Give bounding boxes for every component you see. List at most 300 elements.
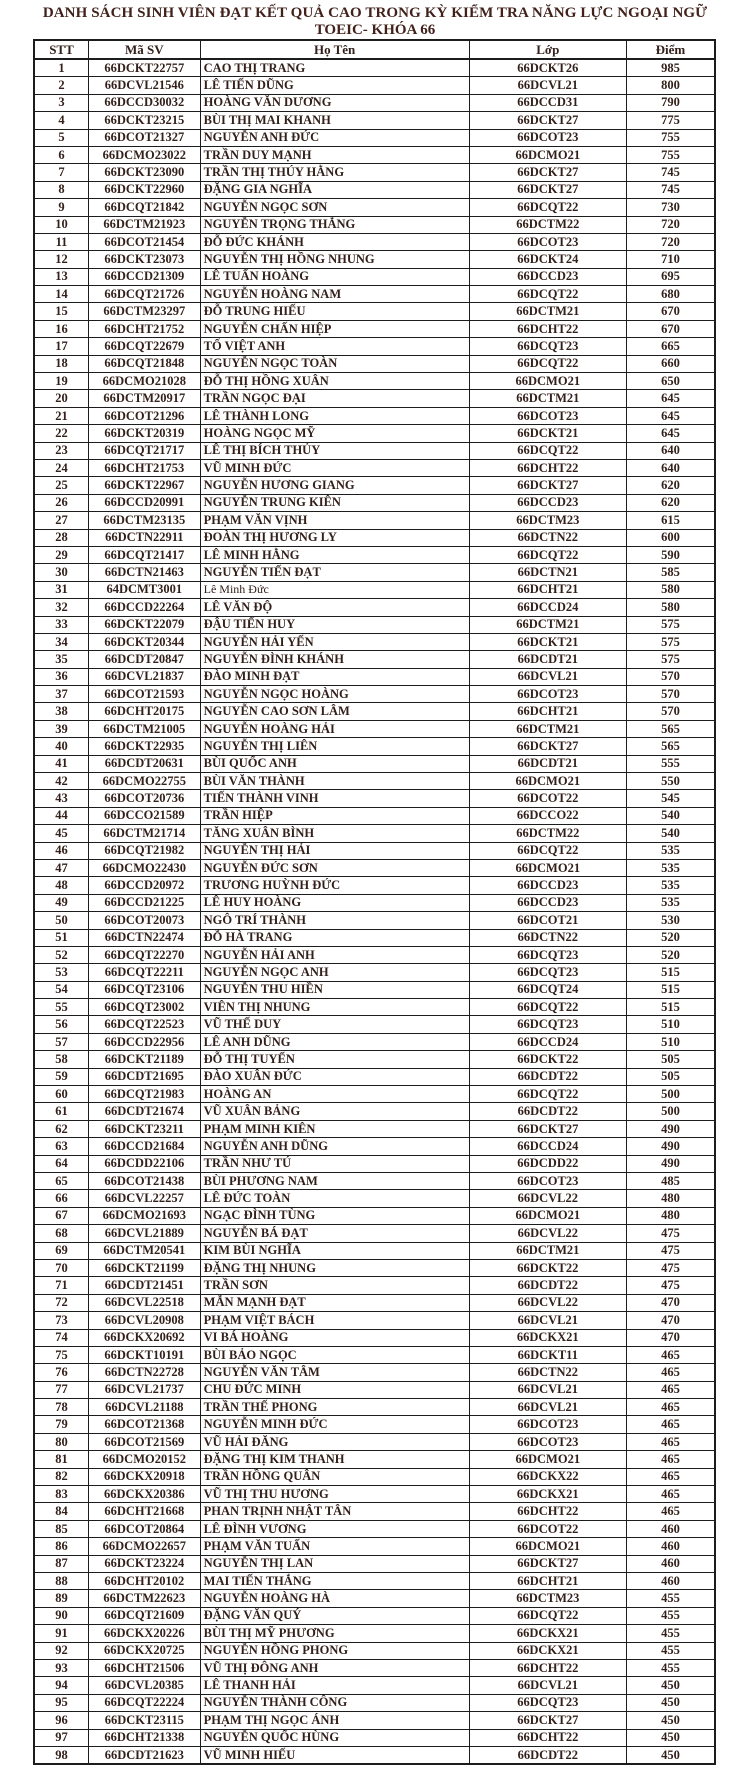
cell-diem: 755 — [626, 146, 715, 163]
cell-lop: 66DCOT23 — [469, 129, 626, 146]
cell-ma-sv: 66DCTM21923 — [88, 216, 200, 233]
table-row — [34, 425, 715, 442]
cell-stt: 33 — [34, 616, 88, 633]
cell-ma-sv: 66DCHT20175 — [88, 703, 200, 720]
cell-stt: 38 — [34, 703, 88, 720]
cell-diem: 455 — [626, 1590, 715, 1607]
cell-stt: 22 — [34, 425, 88, 442]
cell-ma-sv: 66DCVL20908 — [88, 1312, 200, 1329]
cell-ho-ten: PHẠM THỊ NGỌC ÁNH — [200, 1712, 469, 1729]
cell-ma-sv: 66DCQT21417 — [88, 546, 200, 563]
cell-ho-ten: VŨ THỊ ĐÔNG ANH — [200, 1659, 469, 1676]
cell-diem: 460 — [626, 1538, 715, 1555]
table-row — [34, 825, 715, 842]
cell-ma-sv: 66DCMO22657 — [88, 1538, 200, 1555]
cell-stt: 13 — [34, 268, 88, 285]
cell-lop: 66DCHT21 — [469, 1572, 626, 1589]
cell-stt: 65 — [34, 1173, 88, 1190]
student-results-table — [33, 39, 716, 1765]
cell-lop: 66DCCD24 — [469, 599, 626, 616]
table-row — [34, 842, 715, 859]
cell-ma-sv: 66DCKT20344 — [88, 633, 200, 650]
cell-diem: 465 — [626, 1433, 715, 1450]
table-row — [34, 77, 715, 94]
table-row — [34, 373, 715, 390]
cell-diem: 710 — [626, 251, 715, 268]
cell-ho-ten: ĐỖ HÀ TRANG — [200, 929, 469, 946]
table-row — [34, 1555, 715, 1572]
table-row — [34, 390, 715, 407]
cell-lop: 66DCDT22 — [469, 1746, 626, 1764]
cell-ho-ten: ĐÀO MINH ĐẠT — [200, 668, 469, 685]
cell-stt: 68 — [34, 1225, 88, 1242]
cell-lop: 66DCOT23 — [469, 1173, 626, 1190]
cell-ma-sv: 66DCQT22270 — [88, 946, 200, 963]
cell-lop: 66DCTM21 — [469, 390, 626, 407]
table-row — [34, 616, 715, 633]
cell-stt: 78 — [34, 1399, 88, 1416]
cell-ho-ten: LÊ THÀNH LONG — [200, 407, 469, 424]
cell-stt: 58 — [34, 1051, 88, 1068]
cell-lop: 66DCOT23 — [469, 1433, 626, 1450]
cell-diem: 470 — [626, 1312, 715, 1329]
cell-ma-sv: 66DCKT23115 — [88, 1712, 200, 1729]
cell-diem: 450 — [626, 1694, 715, 1711]
cell-ho-ten: LÊ ANH DŨNG — [200, 1033, 469, 1050]
cell-ma-sv: 66DCQT21842 — [88, 199, 200, 216]
table-row — [34, 1242, 715, 1259]
cell-ma-sv: 66DCCD22264 — [88, 599, 200, 616]
table-row — [34, 964, 715, 981]
cell-ho-ten: BÙI THỊ MỸ PHƯƠNG — [200, 1625, 469, 1642]
cell-diem: 500 — [626, 1103, 715, 1120]
cell-ho-ten: NGUYỄN ĐÌNH KHÁNH — [200, 651, 469, 668]
cell-ho-ten: LÊ VĂN ĐỘ — [200, 599, 469, 616]
cell-diem: 455 — [626, 1607, 715, 1624]
table-row — [34, 668, 715, 685]
table-row — [34, 1068, 715, 1085]
cell-lop: 66DCTN22 — [469, 929, 626, 946]
table-row — [34, 877, 715, 894]
cell-diem: 465 — [626, 1486, 715, 1503]
cell-ho-ten: NGUYỄN BÁ ĐẠT — [200, 1225, 469, 1242]
cell-ho-ten: TRƯƠNG HUỲNH ĐỨC — [200, 877, 469, 894]
cell-lop: 66DCOT23 — [469, 407, 626, 424]
cell-diem: 645 — [626, 390, 715, 407]
cell-ho-ten: VŨ MINH ĐỨC — [200, 459, 469, 476]
cell-ma-sv: 66DCOT21327 — [88, 129, 200, 146]
cell-lop: 66DCVL21 — [469, 1381, 626, 1398]
cell-diem: 615 — [626, 512, 715, 529]
cell-ho-ten: LÊ TUẤN HOÀNG — [200, 268, 469, 285]
document-title — [0, 0, 750, 38]
cell-stt: 23 — [34, 442, 88, 459]
cell-lop: 66DCOT22 — [469, 1520, 626, 1537]
cell-lop: 66DCCD23 — [469, 268, 626, 285]
cell-ma-sv: 66DCMO21028 — [88, 373, 200, 390]
cell-lop: 66DCKT27 — [469, 112, 626, 129]
cell-lop: 66DCKX21 — [469, 1329, 626, 1346]
cell-ma-sv: 66DCQT21609 — [88, 1607, 200, 1624]
cell-diem: 575 — [626, 633, 715, 650]
cell-ma-sv: 66DCTM21714 — [88, 825, 200, 842]
cell-ho-ten: BÙI QUỐC ANH — [200, 755, 469, 772]
column-header-ma-sv: Mã SV — [88, 40, 200, 59]
cell-ma-sv: 66DCKT22079 — [88, 616, 200, 633]
table-row — [34, 529, 715, 546]
cell-stt: 64 — [34, 1155, 88, 1172]
cell-ho-ten: NGUYỄN MINH ĐỨC — [200, 1416, 469, 1433]
cell-ma-sv: 66DCVL22518 — [88, 1294, 200, 1311]
column-header-diem: Điểm — [626, 40, 715, 59]
table-row — [34, 564, 715, 581]
cell-ma-sv: 66DCCO21589 — [88, 807, 200, 824]
cell-ho-ten: VŨ MINH HIẾU — [200, 1746, 469, 1764]
cell-ho-ten: NGUYỄN ANH DŨNG — [200, 1138, 469, 1155]
cell-stt: 36 — [34, 668, 88, 685]
cell-diem: 465 — [626, 1451, 715, 1468]
table-row — [34, 999, 715, 1016]
cell-lop: 66DCKT26 — [469, 59, 626, 77]
table-row — [34, 494, 715, 511]
table-row — [34, 1486, 715, 1503]
cell-diem: 505 — [626, 1051, 715, 1068]
cell-diem: 505 — [626, 1068, 715, 1085]
cell-ma-sv: 66DCQT22523 — [88, 1016, 200, 1033]
cell-ma-sv: 66DCOT20864 — [88, 1520, 200, 1537]
table-row — [34, 859, 715, 876]
cell-diem: 545 — [626, 790, 715, 807]
cell-diem: 490 — [626, 1138, 715, 1155]
cell-ho-ten: NGUYỄN VĂN TÂM — [200, 1364, 469, 1381]
table-row — [34, 1033, 715, 1050]
cell-ho-ten: NGUYỄN HOÀNG HÀ — [200, 1590, 469, 1607]
cell-diem: 450 — [626, 1712, 715, 1729]
cell-stt: 92 — [34, 1642, 88, 1659]
cell-stt: 53 — [34, 964, 88, 981]
cell-lop: 66DCCO22 — [469, 807, 626, 824]
cell-diem: 540 — [626, 825, 715, 842]
table-row — [34, 442, 715, 459]
cell-ma-sv: 66DCOT21454 — [88, 233, 200, 250]
table-row — [34, 199, 715, 216]
cell-stt: 90 — [34, 1607, 88, 1624]
cell-ho-ten: ĐOÀN THỊ HƯƠNG LY — [200, 529, 469, 546]
table-row — [34, 355, 715, 372]
table-row — [34, 112, 715, 129]
column-header-ho-ten: Họ Tên — [200, 40, 469, 59]
cell-ma-sv: 66DCKT22967 — [88, 477, 200, 494]
cell-lop: 66DCVL21 — [469, 668, 626, 685]
cell-diem: 535 — [626, 894, 715, 911]
cell-ma-sv: 66DCCD20972 — [88, 877, 200, 894]
cell-ma-sv: 66DCHT20102 — [88, 1572, 200, 1589]
cell-ho-ten: TRẦN DUY MẠNH — [200, 146, 469, 163]
table-row — [34, 1625, 715, 1642]
cell-diem: 640 — [626, 459, 715, 476]
cell-lop: 66DCKT22 — [469, 1051, 626, 1068]
cell-ho-ten: CHU ĐỨC MINH — [200, 1381, 469, 1398]
cell-ho-ten: LÊ ĐÌNH VƯƠNG — [200, 1520, 469, 1537]
cell-stt: 16 — [34, 320, 88, 337]
cell-stt: 30 — [34, 564, 88, 581]
table-row — [34, 738, 715, 755]
cell-stt: 71 — [34, 1277, 88, 1294]
cell-lop: 66DCVL21 — [469, 77, 626, 94]
cell-ma-sv: 66DCKT21199 — [88, 1259, 200, 1276]
cell-stt: 95 — [34, 1694, 88, 1711]
cell-ho-ten: LÊ MINH HẰNG — [200, 546, 469, 563]
cell-diem: 600 — [626, 529, 715, 546]
cell-ma-sv: 66DCMO20152 — [88, 1451, 200, 1468]
table-row — [34, 755, 715, 772]
cell-stt: 1 — [34, 59, 88, 77]
table-row — [34, 894, 715, 911]
cell-ma-sv: 66DCHT21752 — [88, 320, 200, 337]
cell-diem: 620 — [626, 494, 715, 511]
cell-ma-sv: 66DCMO22430 — [88, 859, 200, 876]
cell-ho-ten: ĐẶNG THỊ NHUNG — [200, 1259, 469, 1276]
table-row — [34, 1729, 715, 1746]
table-row — [34, 1155, 715, 1172]
cell-stt: 75 — [34, 1346, 88, 1363]
cell-lop: 66DCCD31 — [469, 94, 626, 111]
cell-stt: 67 — [34, 1207, 88, 1224]
cell-ma-sv: 66DCTN22911 — [88, 529, 200, 546]
table-row — [34, 286, 715, 303]
cell-ma-sv: 66DCMO23022 — [88, 146, 200, 163]
cell-ho-ten: NGUYỄN HỒNG PHONG — [200, 1642, 469, 1659]
cell-ma-sv: 66DCKT20319 — [88, 425, 200, 442]
cell-stt: 27 — [34, 512, 88, 529]
cell-lop: 66DCKX22 — [469, 1468, 626, 1485]
cell-lop: 66DCOT22 — [469, 790, 626, 807]
cell-stt: 15 — [34, 303, 88, 320]
cell-lop: 66DCVL21 — [469, 1312, 626, 1329]
cell-lop: 66DCOT23 — [469, 1416, 626, 1433]
cell-diem: 465 — [626, 1468, 715, 1485]
cell-lop: 66DCHT22 — [469, 459, 626, 476]
cell-stt: 59 — [34, 1068, 88, 1085]
cell-stt: 84 — [34, 1503, 88, 1520]
cell-stt: 88 — [34, 1572, 88, 1589]
cell-diem: 745 — [626, 181, 715, 198]
cell-ma-sv: 66DCQT21717 — [88, 442, 200, 459]
cell-stt: 25 — [34, 477, 88, 494]
cell-stt: 37 — [34, 686, 88, 703]
cell-diem: 590 — [626, 546, 715, 563]
cell-stt: 26 — [34, 494, 88, 511]
cell-ma-sv: 66DCQT21983 — [88, 1086, 200, 1103]
cell-ma-sv: 66DCKT23211 — [88, 1120, 200, 1137]
table-row — [34, 1086, 715, 1103]
cell-diem: 680 — [626, 286, 715, 303]
cell-stt: 61 — [34, 1103, 88, 1120]
cell-ma-sv: 66DCVL22257 — [88, 1190, 200, 1207]
cell-ma-sv: 66DCOT21569 — [88, 1433, 200, 1450]
cell-diem: 670 — [626, 320, 715, 337]
cell-ma-sv: 66DCKT23224 — [88, 1555, 200, 1572]
cell-lop: 66DCQT24 — [469, 981, 626, 998]
cell-diem: 580 — [626, 581, 715, 598]
cell-diem: 775 — [626, 112, 715, 129]
cell-ho-ten: NGUYỄN THU HIỀN — [200, 981, 469, 998]
cell-stt: 77 — [34, 1381, 88, 1398]
cell-ma-sv: 66DCOT21593 — [88, 686, 200, 703]
cell-diem: 465 — [626, 1364, 715, 1381]
cell-ma-sv: 66DCKX20725 — [88, 1642, 200, 1659]
cell-lop: 66DCQT23 — [469, 1016, 626, 1033]
cell-stt: 54 — [34, 981, 88, 998]
cell-diem: 535 — [626, 877, 715, 894]
cell-lop: 66DCDD22 — [469, 1155, 626, 1172]
cell-diem: 565 — [626, 738, 715, 755]
table-row — [34, 129, 715, 146]
cell-stt: 96 — [34, 1712, 88, 1729]
cell-ma-sv: 66DCTM20541 — [88, 1242, 200, 1259]
cell-lop: 66DCKT27 — [469, 1712, 626, 1729]
cell-ho-ten: NGUYỄN THỊ HẢI — [200, 842, 469, 859]
cell-stt: 80 — [34, 1433, 88, 1450]
cell-lop: 66DCKT21 — [469, 425, 626, 442]
cell-ho-ten: NGẠC ĐÌNH TÙNG — [200, 1207, 469, 1224]
cell-ma-sv: 64DCMT3001 — [88, 581, 200, 598]
cell-ho-ten: LÊ HUY HOÀNG — [200, 894, 469, 911]
cell-ma-sv: 66DCVL21188 — [88, 1399, 200, 1416]
cell-diem: 475 — [626, 1225, 715, 1242]
cell-diem: 660 — [626, 355, 715, 372]
cell-diem: 500 — [626, 1086, 715, 1103]
cell-ma-sv: 66DCCD22956 — [88, 1033, 200, 1050]
cell-diem: 650 — [626, 373, 715, 390]
cell-lop: 66DCVL21 — [469, 1399, 626, 1416]
cell-ma-sv: 66DCTN22474 — [88, 929, 200, 946]
cell-stt: 60 — [34, 1086, 88, 1103]
cell-stt: 5 — [34, 129, 88, 146]
table-row — [34, 1329, 715, 1346]
cell-ma-sv: 66DCVL20385 — [88, 1677, 200, 1694]
cell-ma-sv: 66DCKT10191 — [88, 1346, 200, 1363]
cell-ho-ten: ĐỖ THỊ TUYẾN — [200, 1051, 469, 1068]
cell-ho-ten: LÊ THỊ BÍCH THỦY — [200, 442, 469, 459]
cell-ho-ten: VŨ THẾ DUY — [200, 1016, 469, 1033]
cell-ho-ten: HOÀNG AN — [200, 1086, 469, 1103]
cell-lop: 66DCKT22 — [469, 1259, 626, 1276]
cell-ho-ten: HOÀNG VĂN DƯƠNG — [200, 94, 469, 111]
table-row — [34, 1294, 715, 1311]
table-row — [34, 251, 715, 268]
cell-stt: 42 — [34, 773, 88, 790]
cell-stt: 76 — [34, 1364, 88, 1381]
cell-diem: 550 — [626, 773, 715, 790]
cell-stt: 69 — [34, 1242, 88, 1259]
cell-diem: 475 — [626, 1277, 715, 1294]
table-row — [34, 1538, 715, 1555]
cell-lop: 66DCHT22 — [469, 1503, 626, 1520]
table-row — [34, 1346, 715, 1363]
cell-diem: 645 — [626, 407, 715, 424]
cell-ho-ten: NGUYỄN THỊ LIÊN — [200, 738, 469, 755]
cell-ho-ten: NGUYỄN THỊ LAN — [200, 1555, 469, 1572]
cell-lop: 66DCKT27 — [469, 477, 626, 494]
cell-ho-ten: ĐẶNG THỊ KIM THANH — [200, 1451, 469, 1468]
cell-ho-ten: NGUYỄN ĐỨC SƠN — [200, 859, 469, 876]
cell-ho-ten: NGUYỄN NGỌC HOÀNG — [200, 686, 469, 703]
table-row — [34, 1259, 715, 1276]
table-row — [34, 807, 715, 824]
cell-stt: 56 — [34, 1016, 88, 1033]
table-row — [34, 1694, 715, 1711]
cell-diem: 670 — [626, 303, 715, 320]
cell-diem: 645 — [626, 425, 715, 442]
cell-lop: 66DCDT21 — [469, 651, 626, 668]
title-line-2: TOEIC- KHÓA 66 — [314, 22, 436, 38]
cell-stt: 19 — [34, 373, 88, 390]
cell-lop: 66DCQT22 — [469, 1607, 626, 1624]
cell-lop: 66DCTN21 — [469, 564, 626, 581]
cell-ma-sv: 66DCOT21296 — [88, 407, 200, 424]
cell-diem: 585 — [626, 564, 715, 581]
table-row — [34, 303, 715, 320]
table-row — [34, 703, 715, 720]
cell-diem: 790 — [626, 94, 715, 111]
cell-stt: 41 — [34, 755, 88, 772]
table-row — [34, 338, 715, 355]
cell-lop: 66DCMO21 — [469, 146, 626, 163]
cell-stt: 35 — [34, 651, 88, 668]
cell-ho-ten: BÙI VĂN THÀNH — [200, 773, 469, 790]
title-line-1: DANH SÁCH SINH VIÊN ĐẠT KẾT QUẢ CAO TRONG KỲ KIỂM TRA NĂNG LỰC NGOẠI NGỮ — [42, 5, 708, 21]
cell-ho-ten: NGUYỄN HOÀNG HẢI — [200, 720, 469, 737]
cell-stt: 45 — [34, 825, 88, 842]
cell-stt: 17 — [34, 338, 88, 355]
cell-lop: 66DCMO21 — [469, 373, 626, 390]
cell-diem: 515 — [626, 999, 715, 1016]
cell-ma-sv: 66DCQT21848 — [88, 355, 200, 372]
cell-lop: 66DCDT22 — [469, 1068, 626, 1085]
table-row — [34, 1642, 715, 1659]
cell-ma-sv: 66DCCD30032 — [88, 94, 200, 111]
cell-lop: 66DCTM21 — [469, 303, 626, 320]
cell-stt: 81 — [34, 1451, 88, 1468]
cell-lop: 66DCKT11 — [469, 1346, 626, 1363]
table-row — [34, 407, 715, 424]
cell-lop: 66DCTM22 — [469, 825, 626, 842]
cell-ma-sv: 66DCTM23135 — [88, 512, 200, 529]
cell-ma-sv: 66DCKT22960 — [88, 181, 200, 198]
table-row — [34, 1416, 715, 1433]
cell-lop: 66DCTM23 — [469, 1590, 626, 1607]
cell-lop: 66DCKT27 — [469, 1555, 626, 1572]
cell-diem: 755 — [626, 129, 715, 146]
table-row — [34, 1225, 715, 1242]
cell-stt: 29 — [34, 546, 88, 563]
table-row — [34, 720, 715, 737]
cell-stt: 39 — [34, 720, 88, 737]
cell-stt: 63 — [34, 1138, 88, 1155]
cell-ho-ten: ĐẬU TIẾN HUY — [200, 616, 469, 633]
cell-ho-ten: Lê Minh Đức — [200, 581, 469, 598]
cell-lop: 66DCMO21 — [469, 859, 626, 876]
cell-ho-ten: TĂNG XUÂN BÌNH — [200, 825, 469, 842]
cell-lop: 66DCHT21 — [469, 581, 626, 598]
cell-stt: 9 — [34, 199, 88, 216]
table-row — [34, 1051, 715, 1068]
cell-lop: 66DCQT22 — [469, 1086, 626, 1103]
cell-diem: 490 — [626, 1120, 715, 1137]
cell-diem: 465 — [626, 1503, 715, 1520]
cell-ma-sv: 66DCQT23002 — [88, 999, 200, 1016]
